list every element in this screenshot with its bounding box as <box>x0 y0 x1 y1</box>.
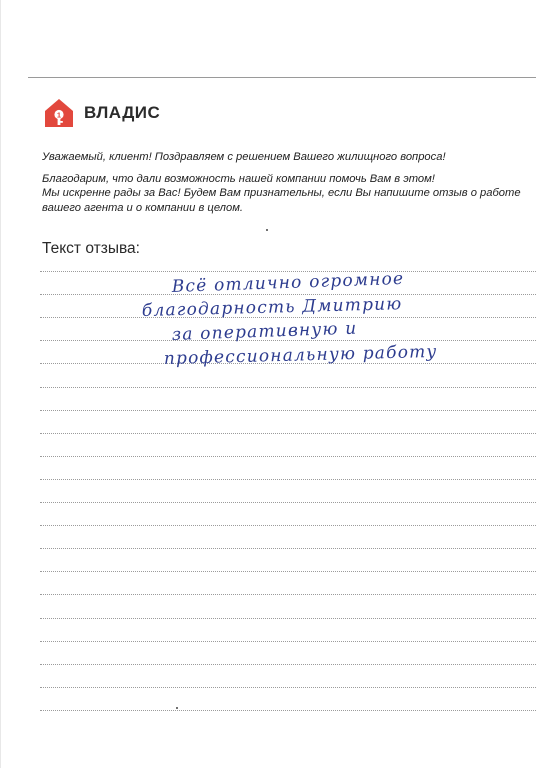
ruled-line <box>40 687 536 688</box>
handwritten-line-3: за оперативную и <box>171 318 358 345</box>
ruled-line <box>40 363 536 364</box>
thanks-line: Благодарим, что дали возможность нашей компании помочь Вам в этом! <box>42 172 435 185</box>
greeting-line: Уважаемый, клиент! Поздравляем с решением Вашего жилищного вопроса! <box>42 151 446 163</box>
ruled-line <box>40 433 536 434</box>
ruled-line <box>40 456 536 457</box>
request-line-1: Мы искренне рады за Вас! Будем Вам признательны, если Вы напишите отзыв о работе <box>42 187 521 199</box>
ruled-line <box>40 387 536 388</box>
ruled-line <box>40 502 536 503</box>
ruled-line <box>40 479 536 480</box>
ruled-line <box>40 618 536 619</box>
request-line-2: вашего агента и о компании в целом. <box>42 201 243 214</box>
paper-speck <box>266 229 268 231</box>
handwritten-line-2: благодарность Дмитрию <box>141 294 403 321</box>
handwritten-line-4: профессиональную работу <box>163 341 438 369</box>
review-ruled-area[interactable] <box>40 0 536 768</box>
ruled-line <box>40 641 536 642</box>
brand-name: ВЛАДИС <box>84 103 161 122</box>
ruled-line <box>40 410 536 411</box>
ruled-line <box>40 317 536 318</box>
handwritten-line-1: Всё отлично огромное <box>171 268 405 297</box>
paper-speck <box>176 707 178 709</box>
ruled-line <box>40 271 536 272</box>
ruled-line <box>40 594 536 595</box>
review-heading: Текст отзыва: <box>42 240 140 257</box>
ruled-line <box>40 664 536 665</box>
logo-digit: 1 <box>56 110 62 120</box>
ruled-line <box>40 294 536 295</box>
ruled-line <box>40 710 536 711</box>
ruled-line <box>40 548 536 549</box>
ruled-line <box>40 571 536 572</box>
ruled-line <box>40 525 536 526</box>
ruled-line <box>40 340 536 341</box>
